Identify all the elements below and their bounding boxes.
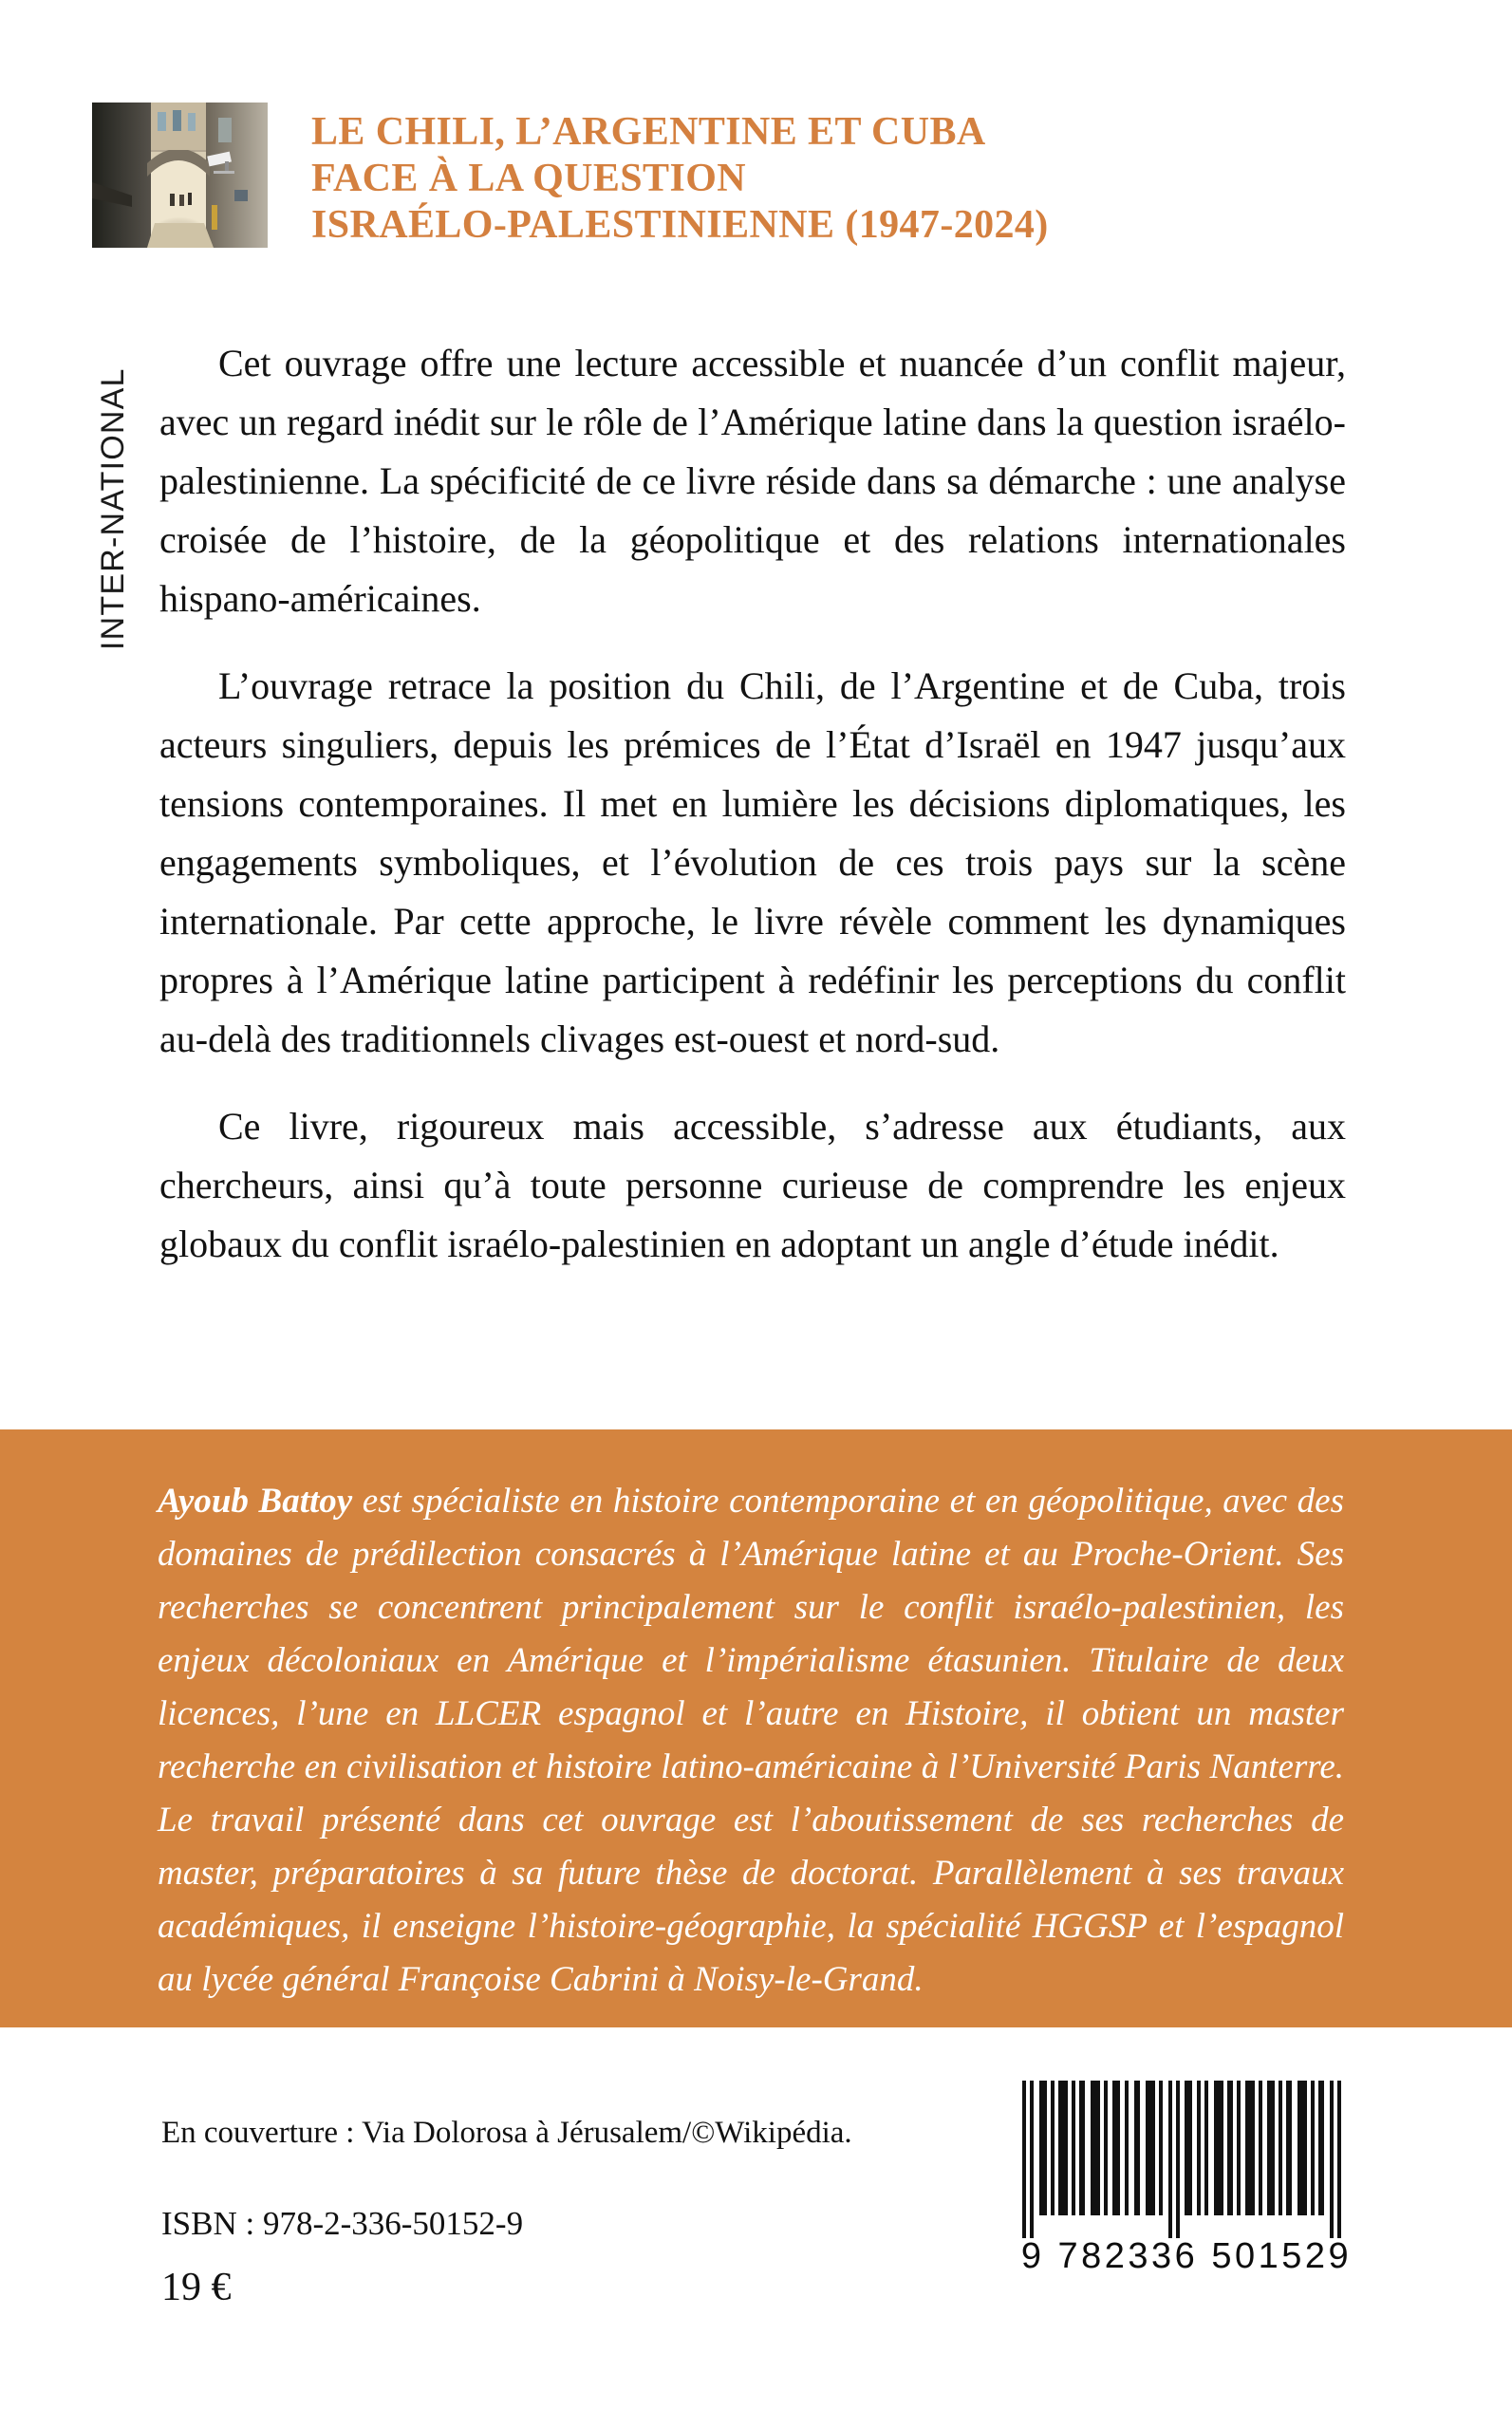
cover-header (0, 0, 1512, 275)
book-title-line-2: FACE À LA QUESTION (311, 157, 747, 200)
price-text: 19 € (161, 2266, 232, 2309)
blurb-paragraph-1: Cet ouvrage offre une lecture accessible et nuancée d’un conflit majeur, avec un regard inédit sur le rôle de l’Amérique latine dans la question israélo-palestinienne. La spécificité de ce livre réside dans sa démarche : une analyse croisée de l’histoire, de la géopolitique et des relations internationales hispano-américaines. (159, 342, 1346, 620)
back-cover-blurb (159, 334, 1346, 1274)
collection-rail (59, 271, 131, 669)
book-title (311, 109, 1450, 249)
book-title-line-3: ISRAÉLO-PALESTINIENNE (1947-2024) (311, 203, 1049, 247)
author-name: Ayoub Battoy (158, 1482, 353, 1521)
author-bio-band (0, 1429, 1512, 2027)
isbn-text: ISBN : 978-2-336-50152-9 (161, 2205, 524, 2242)
collection-name-vertical: INTER-NATIONAL (95, 367, 131, 650)
author-bio-text (158, 1475, 1344, 2007)
barcode-digits: 9 782336 501529 (1020, 2236, 1353, 2276)
author-bio-body: est spécialiste en histoire contemporaine et en géopolitique, avec des domaines de prédilection consacrés à l’Amérique latine et au Proche-Orient. Ses recherches se concentrent principalement sur le conflit israélo-palestinien, les enjeux décoloniaux en Amérique et l’impérialisme étasunien. Titulaire de deux licences, l’une en LLCER espagnol et l’autre en Histoire, il obtient un master recherche en civilisation et histoire latino-américaine à l’Université Paris Nanterre. Le travail présenté dans cet ouvrage est l’aboutissement de ses recherches de master, préparatoires à sa future thèse de doctorat. Parallèlement à ses travaux académiques, il enseigne l’histoire-géographie, la spécialité HGGSP et l’espagnol au lycée général Françoise Cabrini à Noisy-le-Grand. (158, 1482, 1344, 1999)
book-title-line-1: LE CHILI, L’ARGENTINE ET CUBA (311, 110, 986, 154)
cover-thumbnail-image (92, 103, 268, 248)
barcode-bars (1001, 2079, 1372, 2238)
cover-image-credit: En couverture : Via Dolorosa à Jérusalem/©Wikipédia. (161, 2116, 852, 2150)
blurb-paragraph-3: Ce livre, rigoureux mais accessible, s’adresse aux étudiants, aux chercheurs, ainsi qu’à toute personne curieuse de comprendre les enjeux globaux du conflit israélo-palestinien en adoptant un angle d’étude inédit. (159, 1105, 1346, 1265)
blurb-paragraph-2: L’ouvrage retrace la position du Chili, de l’Argentine et de Cuba, trois acteurs singuliers, depuis les prémices de l’État d’Israël en 1947 jusqu’aux tensions contemporaines. Il met en lumière les décisions diplomatiques, les engagements symboliques, et l’évolution de ces trois pays sur la scène internationale. Par cette approche, le livre révèle comment les dynamiques propres à l’Amérique latine participent à redéfinir les perceptions du conflit au-delà des traditionnels clivages est-ouest et nord-sud. (159, 664, 1346, 1060)
ean13-barcode (1001, 2079, 1372, 2299)
alley-photo-illustration (92, 103, 268, 248)
